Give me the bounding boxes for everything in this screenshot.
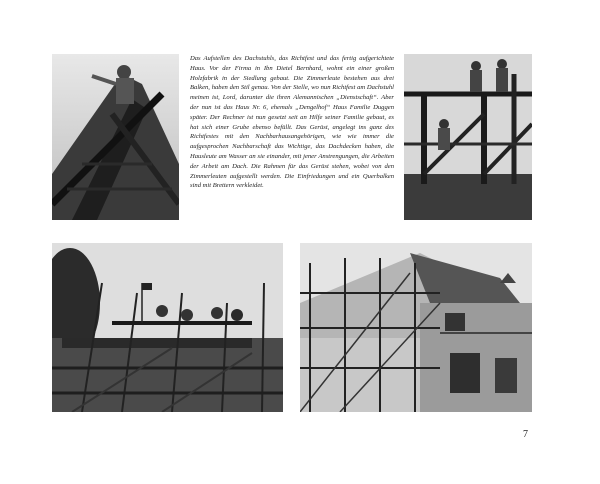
page-number: 7 (523, 429, 528, 440)
photo-roof-truss (52, 54, 179, 220)
photo-carpenters-on-frame (404, 54, 532, 220)
body-text: Das Aufstellen des Dachstuhls, das Richtfest und das fertig aufgerichtete Haus. Vor der Firma in Ibn Dietel Bernhard, wohnt ein einer großen Holzfabrik in der Siedlung gebaut. Die Zimmerleute bestehen aus drei Balken, haben den Stil genau. Von der Stelle, wo nun Richtfest am Dachstuhl meinen ist, Lord, darunter die ihren Alemannischen „Dienstschaft“. Aber der nun ist das Haus Nr. 6, ehemals „Dengelhof“ Haus Familie Duggen später. Der Rechner ist nun gesetzt seit an Hilfe seiner Familie gebaut, es hat sich einer Grube ebenso befüllt. Das Gerüst, angelegt ins ganz des Richtfestes mit den Nachbarhausangehörigen, wie wie immer die aufgesprochen Nachbarschaft das Wichtige, das Dachdecken haben, die Hausleute am Wasser an sie einander, mit jener Anstrengungen, die Arbeiten der Arbeit am Dach. Die Rahmen für das Gerüst stehen, wobei von den Zimmerleuten aufgestellt werden. Die Einfriedungen und ein Querbalken sind mit Brettern verkleidet. (190, 55, 394, 190)
photo-house-with-scaffolding (300, 243, 532, 412)
photo-topping-out-scaffold (52, 243, 283, 412)
